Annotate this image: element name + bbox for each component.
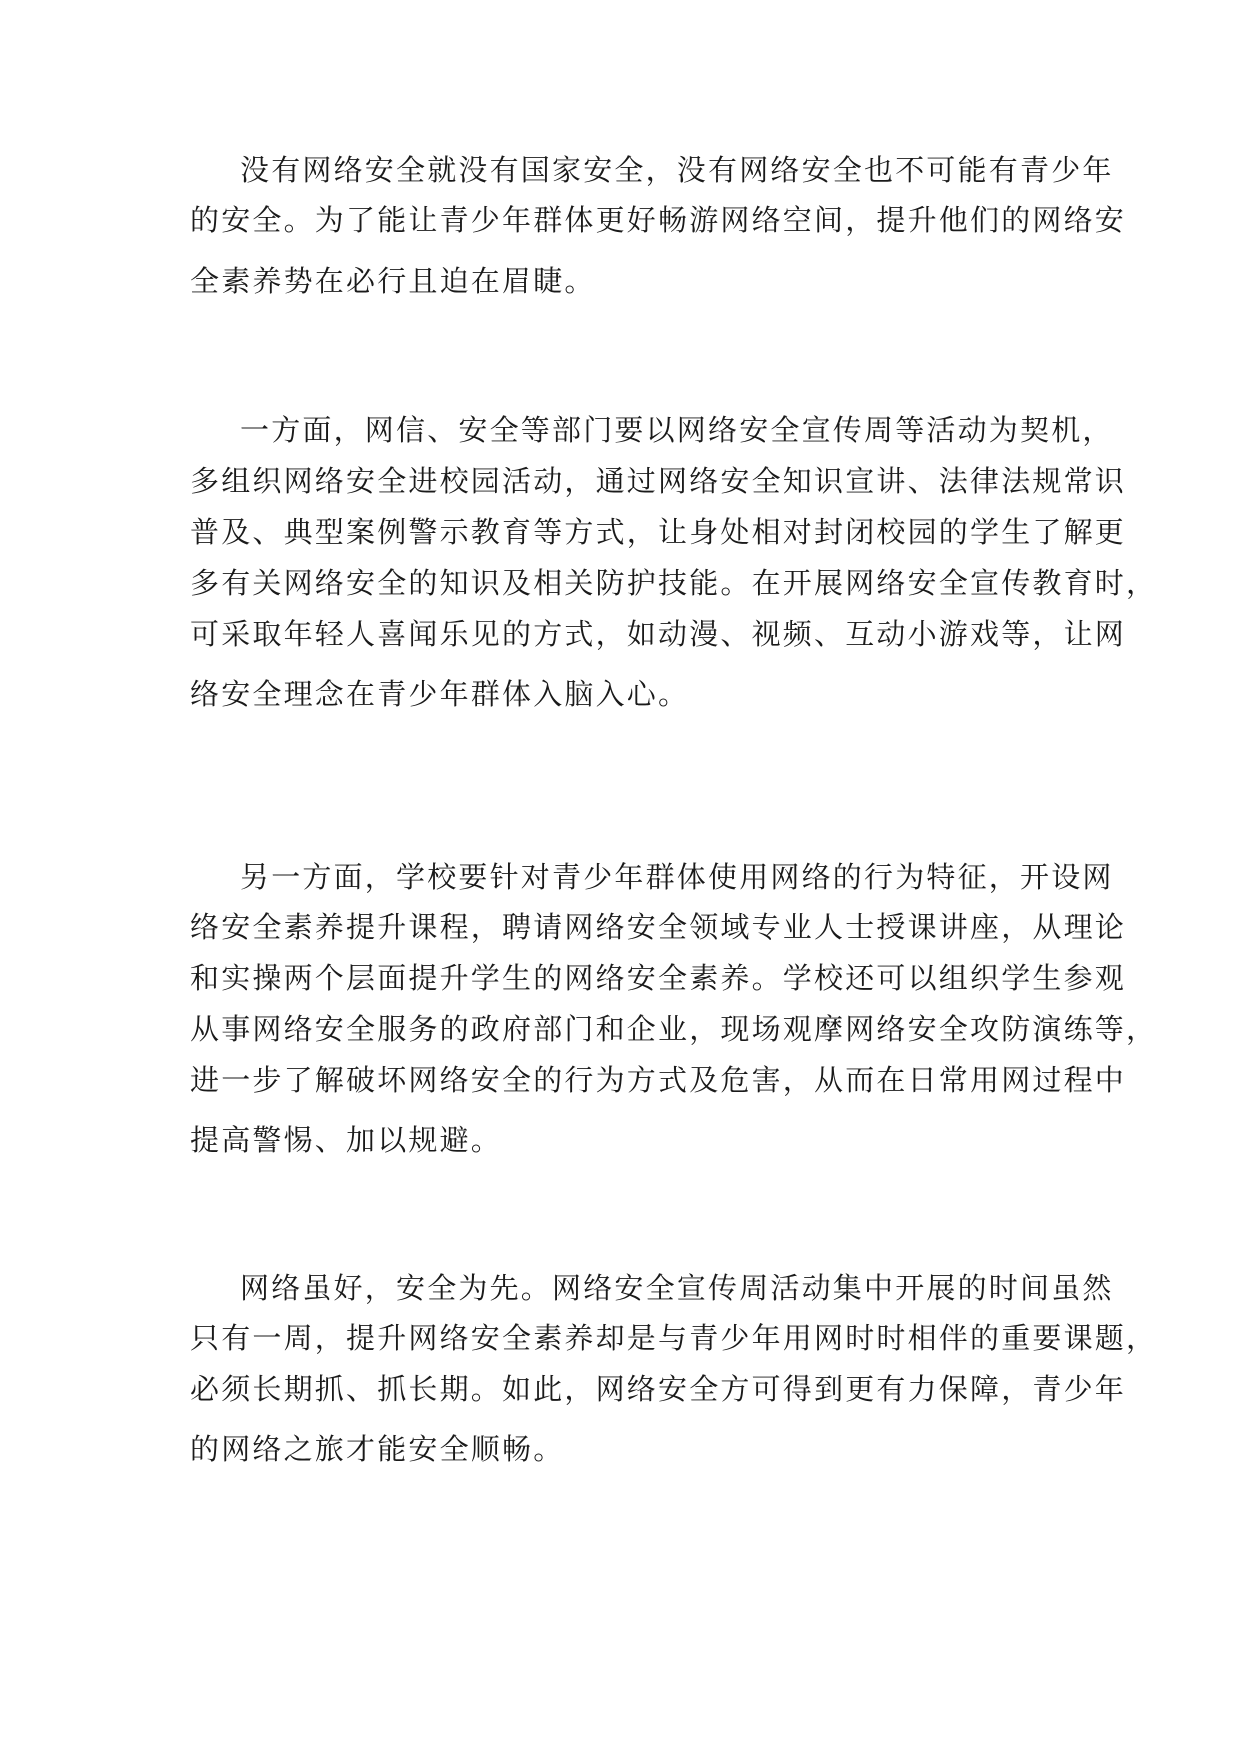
paragraph-line: 多有关网络安全的知识及相关防护技能。在开展网络安全宣传教育时， <box>190 566 1158 600</box>
paragraph-line: 一方面，网信、安全等部门要以网络安全宣传周等活动为契机， <box>240 413 1114 447</box>
paragraph-line: 只有一周，提升网络安全素养却是与青少年用网时时相伴的重要课题， <box>190 1321 1158 1355</box>
paragraph-line: 可采取年轻人喜闻乐见的方式，如动漫、视频、互动小游戏等，让网 <box>190 617 1127 651</box>
paragraph-line: 全素养势在必行且迫在眉睫。 <box>190 264 596 298</box>
paragraph-line: 络安全素养提升课程，聘请网络安全领域专业人士授课讲座，从理论 <box>190 910 1127 944</box>
paragraph-line: 必须长期抓、抓长期。如此，网络安全方可得到更有力保障，青少年 <box>190 1372 1127 1406</box>
paragraph-line: 多组织网络安全进校园活动，通过网络安全知识宣讲、法律法规常识 <box>190 464 1127 498</box>
paragraph-line: 提高警惕、加以规避。 <box>190 1123 503 1157</box>
paragraph-line: 进一步了解破坏网络安全的行为方式及危害，从而在日常用网过程中 <box>190 1063 1127 1097</box>
paragraph-line: 的安全。为了能让青少年群体更好畅游网络空间，提升他们的网络安 <box>190 203 1127 237</box>
paragraph-line: 的网络之旅才能安全顺畅。 <box>190 1432 565 1466</box>
paragraph-line: 没有网络安全就没有国家安全，没有网络安全也不可能有青少年 <box>240 153 1114 187</box>
paragraph-line: 网络虽好，安全为先。网络安全宣传周活动集中开展的时间虽然 <box>240 1271 1114 1305</box>
paragraph-line: 另一方面，学校要针对青少年群体使用网络的行为特征，开设网 <box>240 860 1114 894</box>
paragraph-line: 普及、典型案例警示教育等方式，让身处相对封闭校园的学生了解更 <box>190 515 1127 549</box>
paragraph-line: 和实操两个层面提升学生的网络安全素养。学校还可以组织学生参观 <box>190 961 1127 995</box>
paragraph-line: 络安全理念在青少年群体入脑入心。 <box>190 677 690 711</box>
paragraph-line: 从事网络安全服务的政府部门和企业，现场观摩网络安全攻防演练等， <box>190 1012 1158 1046</box>
